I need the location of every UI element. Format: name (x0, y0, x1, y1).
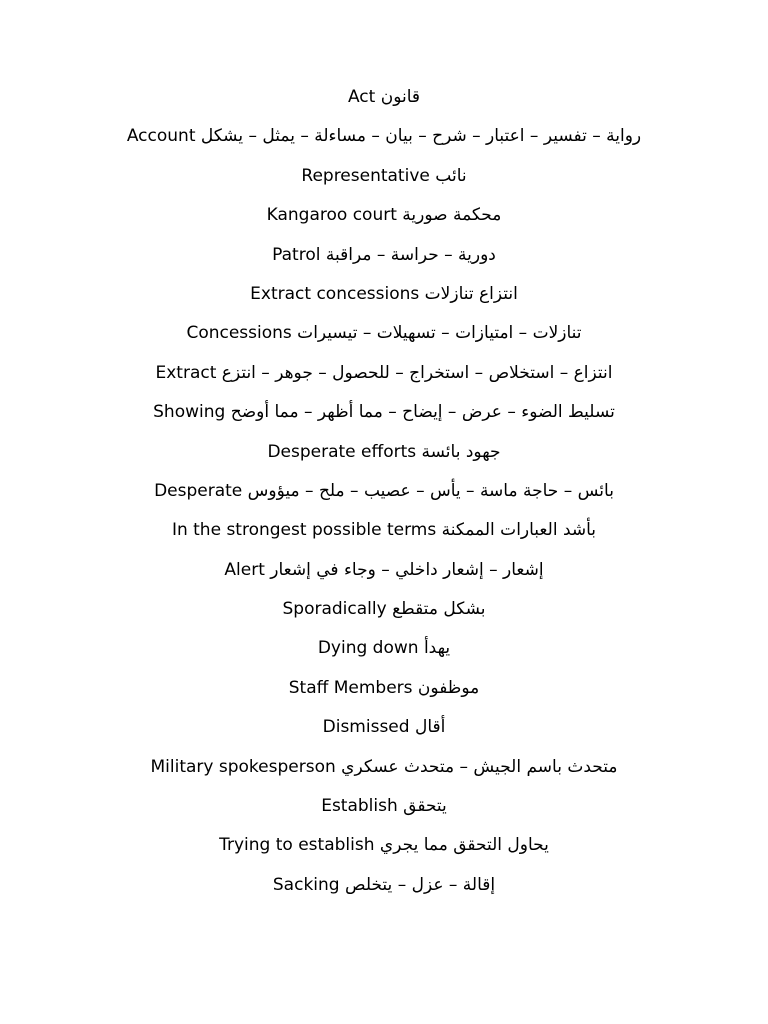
glossary-entry-sacking: إقالة – عزل – يتخلص Sacking (272, 874, 496, 895)
glossary-entry-concessions: تنازلات – امتيازات – تسهيلات – تيسيرات Concessions (186, 323, 582, 344)
glossary-entry-account: رواية – تفسير – اعتبار – شرح – بيان – مساءلة – يمثل – يشكل Account (126, 126, 642, 147)
glossary-entry-extract: انتزاع – استخلاص – استخراج – للحصول – جوهر – انتزع Extract (155, 362, 613, 383)
glossary-entry-showing: تسليط الضوء – عرض – إيضاح – مما أظهر – مما أوضح Showing (153, 402, 615, 423)
glossary-entry-trying-to-establish: يحاول التحقق مما يجري Trying to establish (219, 835, 549, 856)
glossary-entry-military-spokesperson: متحدث باسم الجيش – متحدث عسكري Military spokesperson (150, 756, 618, 777)
glossary-entry-dying-down: يهدأ Dying down (317, 638, 451, 659)
glossary-entry-sporadically: بشكل متقطع Sporadically (282, 599, 486, 620)
glossary-entry-desperate-efforts: جهود بائسة Desperate efforts (267, 441, 501, 462)
glossary-entry-strongest-terms: بأشد العبارات الممكنة In the strongest possible terms (171, 520, 597, 541)
glossary-list (100, 84, 668, 911)
glossary-entry-act: قانون Act (347, 87, 421, 107)
glossary-entry-representative: نائب Representative (301, 165, 467, 186)
glossary-entry-alert: إشعار – إشعار داخلي – وجاء في إشعار Alert (224, 559, 544, 580)
glossary-entry-staff-members: موظفون Staff Members (288, 677, 480, 698)
glossary-entry-extract-concessions: انتزاع تنازلات Extract concessions (250, 283, 518, 304)
glossary-entry-kangaroo-court: محكمة صورية Kangaroo court (266, 205, 502, 226)
glossary-entry-patrol: دورية – حراسة – مراقبة Patrol (272, 244, 496, 265)
glossary-entry-establish: يتحقق Establish (321, 796, 447, 817)
glossary-entry-desperate: بائس – حاجة ماسة – يأس – عصيب – ملح – ميؤوس Desperate (154, 480, 614, 501)
glossary-entry-dismissed: أقال Dismissed (322, 717, 446, 738)
